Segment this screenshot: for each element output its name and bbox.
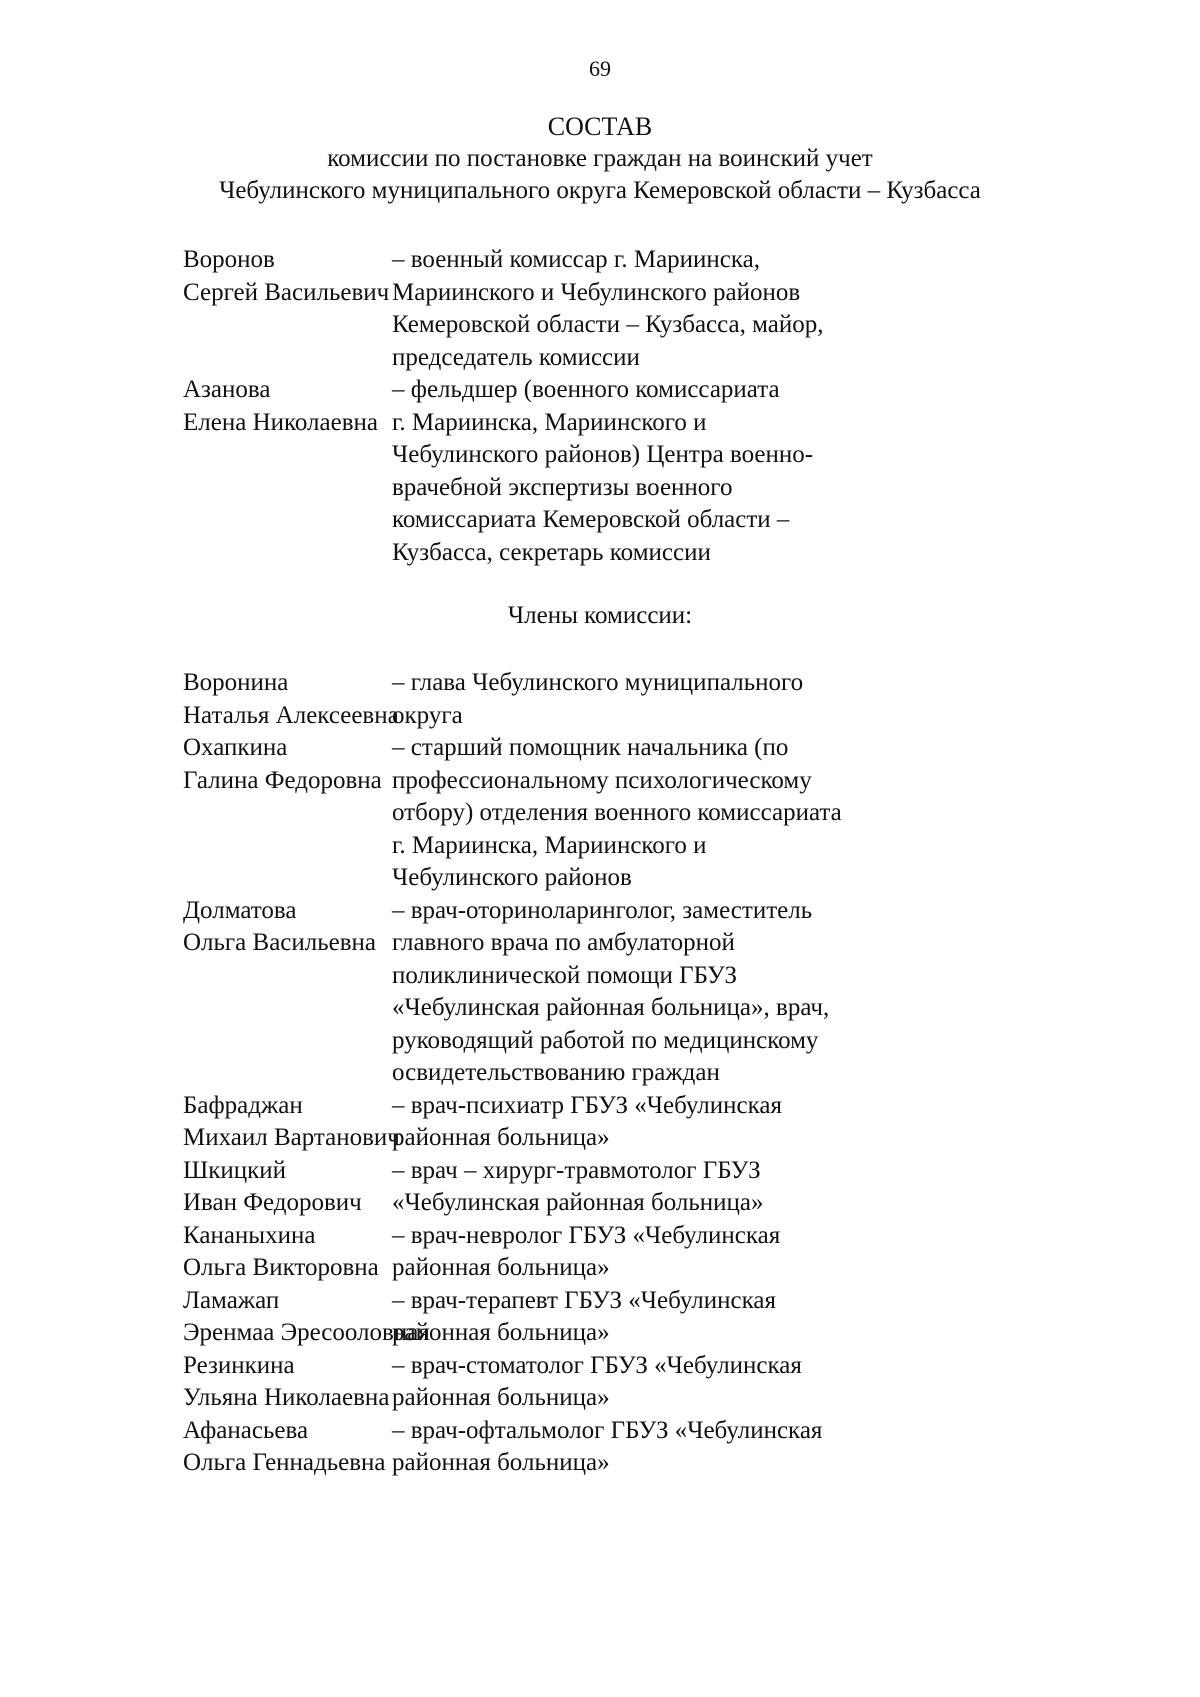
- role-line: районная больница»: [392, 1319, 610, 1346]
- person-name: [0, 732, 392, 895]
- person-name: [0, 1415, 392, 1480]
- person-role: [392, 1090, 932, 1155]
- role-line: – врач-стоматолог ГБУЗ «Чебулинская: [392, 1351, 802, 1379]
- person-surname: Охапкина: [183, 734, 288, 761]
- role-line: комиссариата Кемеровской области –: [392, 506, 790, 533]
- role-line: – врач-психиатр ГБУЗ «Чебулинская: [392, 1091, 782, 1119]
- title-subtitle: комиссии по постановке граждан на воинский учет: [327, 145, 873, 172]
- page-number: 69: [589, 56, 611, 81]
- role-line: председатель комиссии: [392, 343, 640, 371]
- role-line: Чебулинского районов: [392, 864, 632, 891]
- person-entry: [0, 667, 1200, 732]
- person-name: [0, 244, 392, 374]
- role-line: «Чебулинская районная больница», врач,: [392, 994, 830, 1021]
- role-line: – фельдшер (военного комиссариата: [392, 376, 780, 403]
- role-line: районная больница»: [392, 1254, 610, 1281]
- person-name: [0, 1285, 430, 1350]
- role-line: районная больница»: [392, 1384, 610, 1411]
- person-role: [392, 732, 932, 895]
- person-role: [392, 1415, 932, 1480]
- person-role: [392, 1155, 932, 1220]
- role-line: – врач-невролог ГБУЗ «Чебулинская: [392, 1221, 781, 1249]
- person-surname: Шкицкий: [183, 1156, 287, 1184]
- role-line: районная больница»: [392, 1449, 610, 1476]
- role-line: Кузбасса, секретарь комиссии: [392, 538, 711, 566]
- role-line: Чебулинского районов) Центра военно-: [392, 441, 814, 468]
- person-role: [392, 244, 932, 374]
- person-given-name: Иван Федорович: [183, 1189, 362, 1216]
- person-entry: [0, 1155, 1200, 1220]
- role-line: Кемеровской области – Кузбасса, майор,: [392, 311, 824, 338]
- person-role: [392, 1350, 932, 1415]
- person-surname: Долматова: [183, 896, 297, 924]
- role-line: освидетельствованию граждан: [392, 1059, 720, 1086]
- person-role: [392, 895, 932, 1090]
- role-line: отбору) отделения военного комиссариата: [392, 799, 842, 826]
- person-surname: Резинкина: [183, 1351, 295, 1379]
- role-line: Мариинского и Чебулинского районов: [392, 278, 801, 306]
- role-line: округа: [392, 701, 463, 729]
- role-line: руководящий работой по медицинскому: [392, 1026, 819, 1054]
- role-line: г. Мариинска, Мариинского и: [392, 831, 707, 859]
- person-given-name: Наталья Алексеевна: [183, 701, 399, 729]
- person-surname: Кананыхина: [183, 1221, 316, 1249]
- members-list: [0, 667, 1200, 1480]
- role-line: поликлинической помощи ГБУЗ: [392, 961, 737, 989]
- document-title: [0, 111, 1200, 207]
- person-role: [392, 1285, 932, 1350]
- person-surname: Афанасьева: [183, 1416, 309, 1444]
- person-surname: Воронов: [183, 246, 275, 273]
- person-given-name: Эренмаа Эресооловная: [183, 1319, 430, 1346]
- person-given-name: Сергей Васильевич: [183, 278, 390, 306]
- person-given-name: Ольга Геннадьевна: [183, 1449, 386, 1476]
- person-given-name: Михаил Вартанович: [183, 1124, 400, 1151]
- role-line: – военный комиссар г. Мариинска,: [392, 246, 761, 273]
- person-role: [392, 374, 932, 569]
- leadership-list: [0, 244, 1200, 569]
- role-line: – врач-терапевт ГБУЗ «Чебулинская: [392, 1286, 776, 1314]
- person-name: [0, 374, 392, 569]
- person-name: [0, 895, 392, 1090]
- person-given-name: Галина Федоровна: [183, 766, 382, 794]
- role-line: – врач-офтальмолог ГБУЗ «Чебулинская: [392, 1416, 823, 1444]
- members-heading: Члены комиссии:: [507, 602, 693, 629]
- role-line: профессиональному психологическому: [392, 766, 812, 794]
- role-line: – старший помощник начальника (по: [392, 734, 789, 761]
- person-name: [0, 1155, 392, 1220]
- person-entry: [0, 1415, 1200, 1480]
- role-line: районная больница»: [392, 1124, 610, 1151]
- role-line: – врач-оториноларинголог, заместитель: [392, 896, 813, 924]
- person-entry: [0, 1220, 1200, 1285]
- person-given-name: Ульяна Николаевна: [183, 1384, 390, 1411]
- person-name: [0, 1350, 392, 1415]
- person-entry: [0, 732, 1200, 895]
- person-name: [0, 667, 399, 732]
- person-surname: Бафраджан: [183, 1091, 303, 1119]
- person-given-name: Ольга Васильевна: [183, 929, 377, 956]
- role-line: «Чебулинская районная больница»: [392, 1189, 764, 1216]
- person-role: [392, 667, 932, 732]
- person-given-name: Ольга Викторовна: [183, 1254, 379, 1281]
- person-entry: [0, 1090, 1200, 1155]
- person-entry: [0, 1285, 1200, 1350]
- person-name: [0, 1090, 400, 1155]
- role-line: – врач – хирург-травмотолог ГБУЗ: [392, 1156, 761, 1184]
- role-line: – глава Чебулинского муниципального: [392, 669, 804, 696]
- title-subtitle-region: Чебулинского муниципального округа Кемеровской области – Кузбасса: [219, 177, 981, 204]
- person-entry: [0, 895, 1200, 1090]
- person-entry: [0, 1350, 1200, 1415]
- role-line: врачебной экспертизы военного: [392, 473, 733, 501]
- person-surname: Воронина: [183, 669, 289, 696]
- person-entry: [0, 374, 1200, 569]
- person-entry: [0, 244, 1200, 374]
- title-main: СОСТАВ: [547, 112, 653, 141]
- person-role: [392, 1220, 932, 1285]
- person-surname: Ламажап: [183, 1286, 280, 1314]
- person-surname: Азанова: [183, 376, 271, 403]
- person-name: [0, 1220, 392, 1285]
- role-line: г. Мариинска, Мариинского и: [392, 408, 707, 436]
- role-line: главного врача по амбулаторной: [392, 929, 735, 956]
- person-given-name: Елена Николаевна: [183, 408, 378, 436]
